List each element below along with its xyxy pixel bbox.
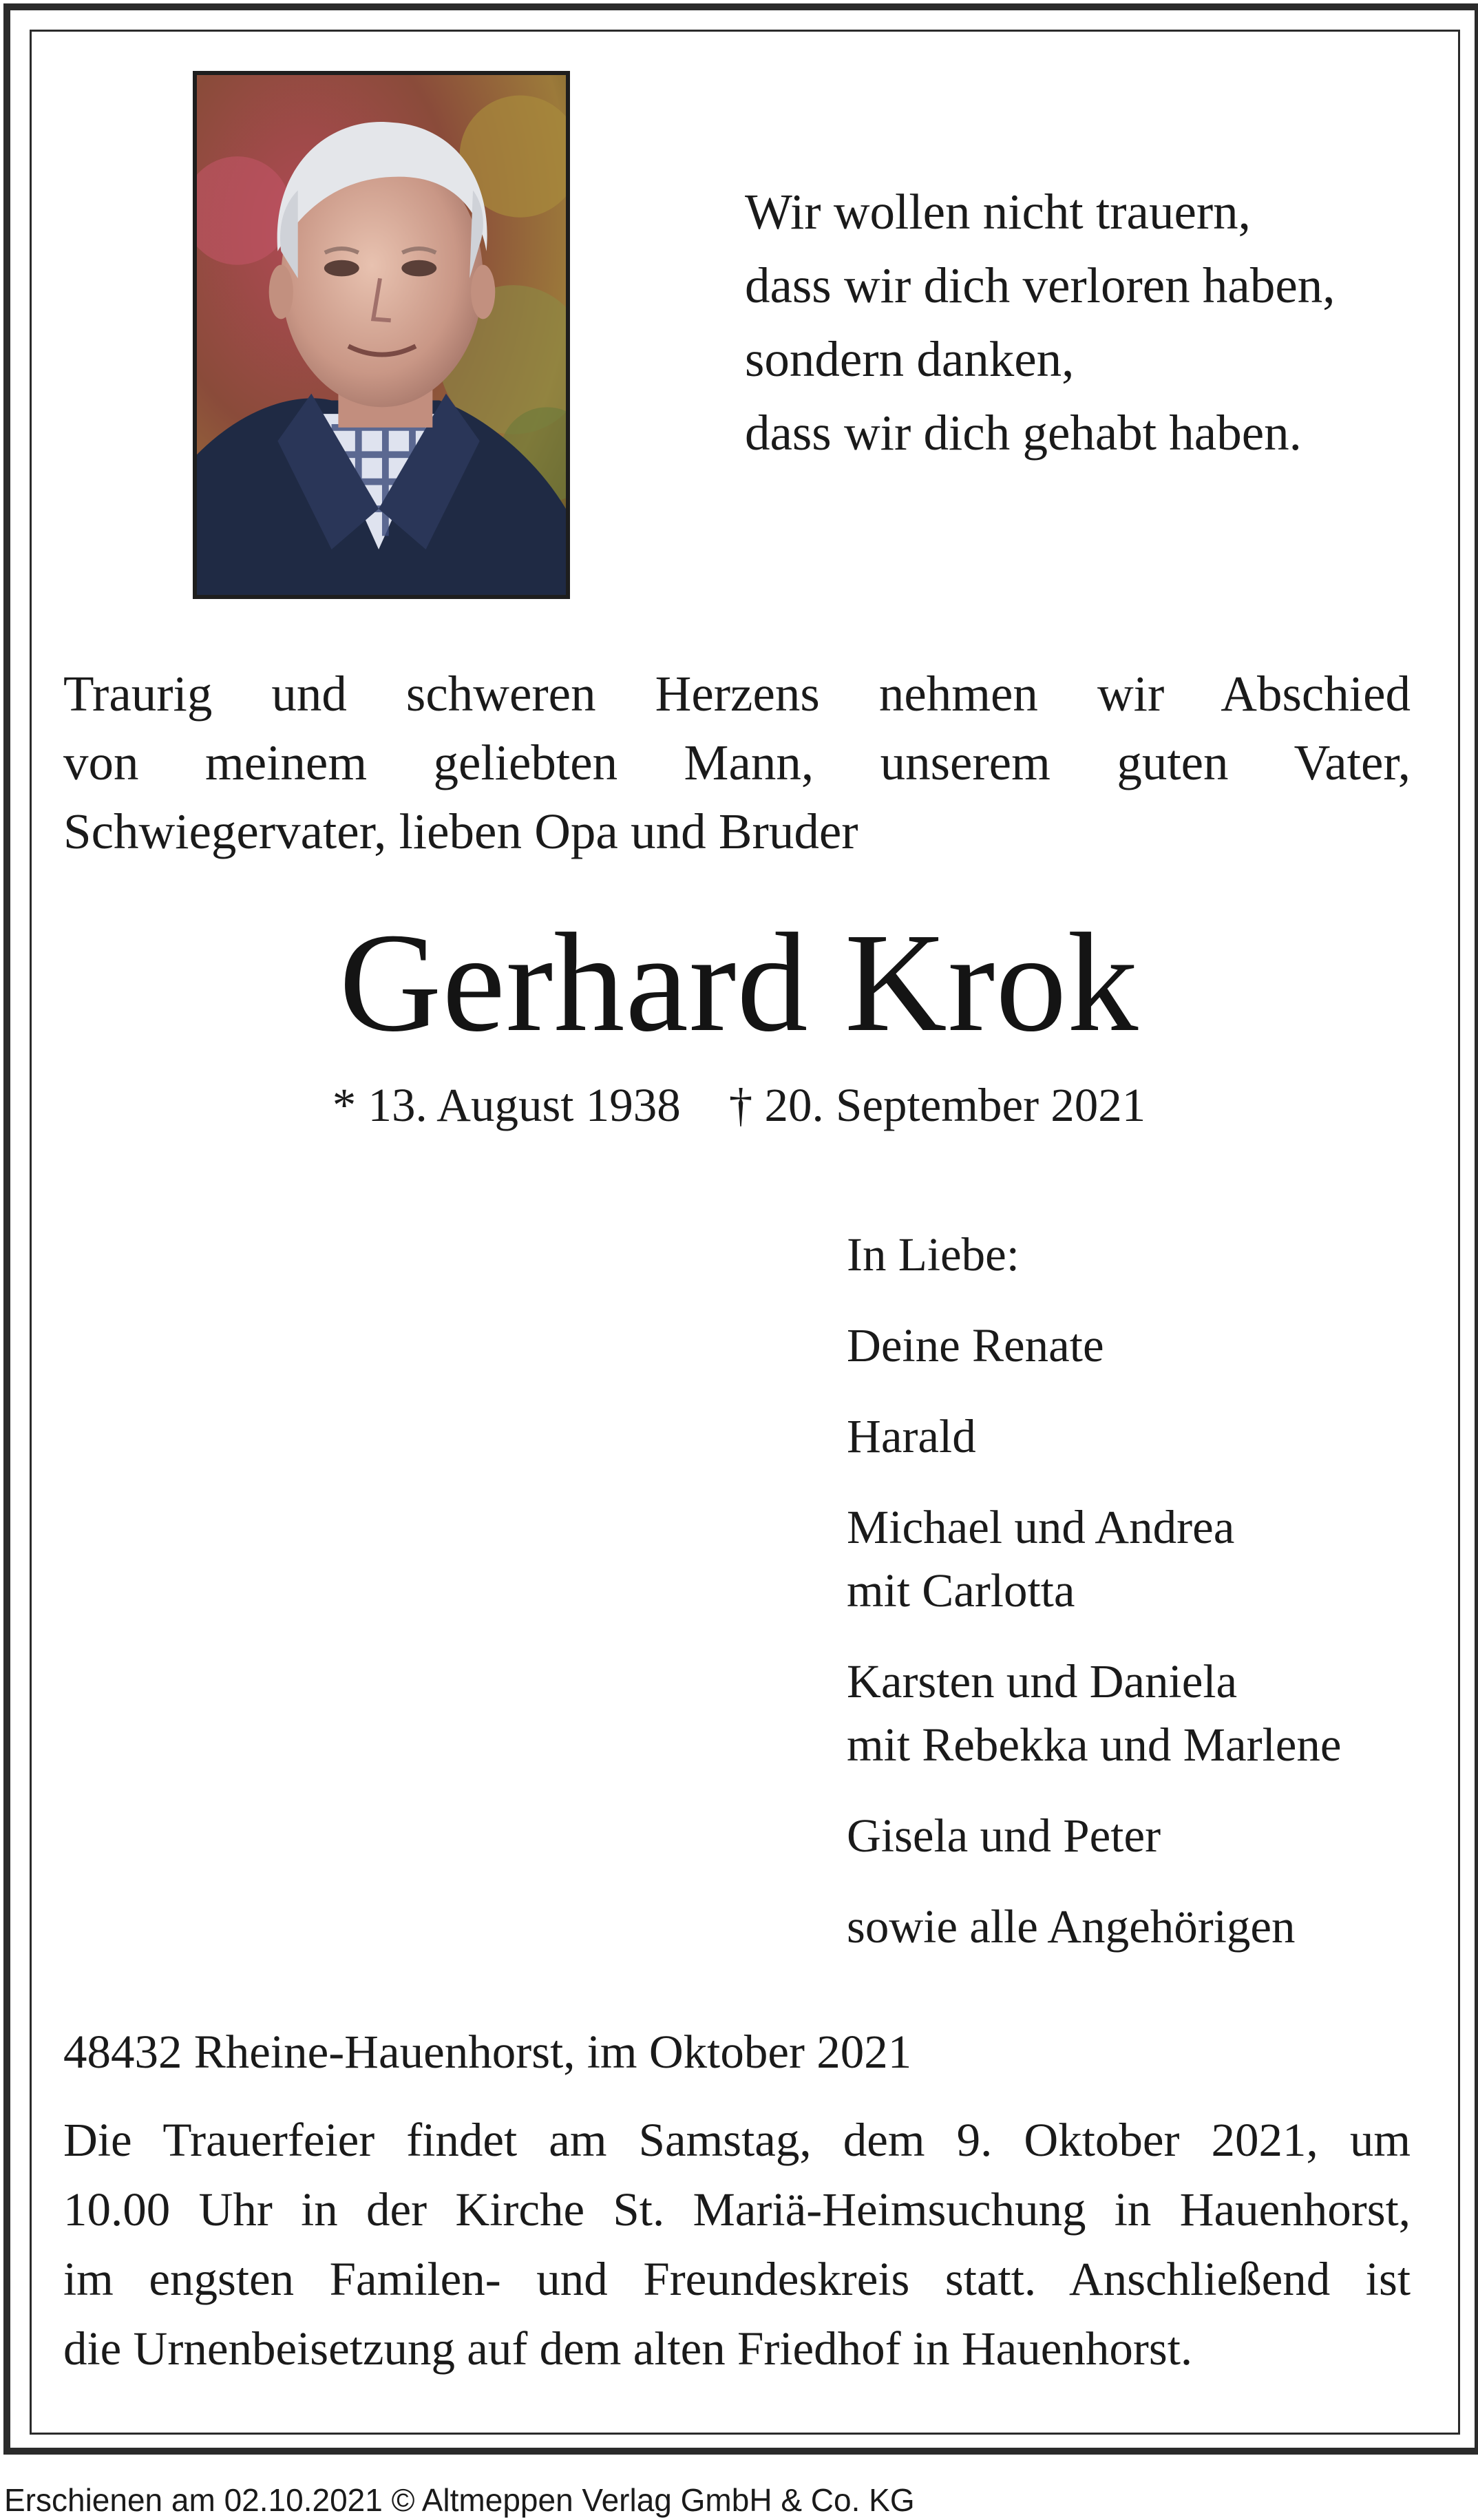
mourner-group [847,1405,1342,1468]
deceased-name: Gerhard Krok [339,903,1139,1061]
life-dates [0,1074,1478,1136]
farewell-text [63,660,1411,866]
farewell-line: Traurig und schweren Herzens nehmen wir Abschied [63,666,1411,722]
mourner-name: Deine Renate [847,1319,1104,1372]
mourner-name: sowie alle Angehörigen [847,1900,1296,1953]
mourners-heading: In Liebe: [847,1228,1020,1281]
mourner-name: Harald [847,1410,976,1462]
ceremony-line: die Urnenbeisetzung auf dem alten Friedhof in Hauenhorst. [63,2322,1193,2375]
mourner-group [847,1650,1342,1776]
place-and-date: 48432 Rheine-Hauenhorst, im Oktober 2021 [63,2026,912,2078]
ceremony-info [63,2106,1411,2384]
mourner-name: Gisela und Peter [847,1809,1161,1862]
mourner-name: mit Rebekka und Marlene [847,1719,1342,1771]
portrait-photo [193,71,570,599]
publication-footer: Erschienen am 02.10.2021 © Altmeppen Verlag GmbH & Co. KG [4,2482,915,2518]
mourner-group [847,1495,1342,1622]
birth-date: * 13. August 1938 [332,1079,681,1131]
ceremony-line: Die Trauerfeier findet am Samstag, dem 9. Oktober 2021, um [63,2114,1411,2166]
mourner-group [847,1895,1342,1958]
mourner-name: Karsten und Daniela [847,1655,1238,1708]
ceremony-line: 10.00 Uhr in der Kirche St. Mariä-Heimsuchung in Hauenhorst, [63,2183,1411,2236]
memorial-poem [745,175,1335,470]
ceremony-line: im engsten Familen- und Freundeskreis statt. Anschließend ist [63,2253,1411,2305]
mourner-group [847,1804,1342,1867]
poem-line: Wir wollen nicht trauern, [745,184,1251,240]
poem-line: dass wir dich gehabt haben. [745,405,1302,461]
poem-line: dass wir dich verloren haben, [745,258,1336,313]
mourner-name: Michael und Andrea [847,1501,1235,1553]
poem-line: sondern danken, [745,331,1075,387]
farewell-line: Schwiegervater, lieben Opa und Bruder [63,804,858,859]
death-date: † 20. September 2021 [728,1079,1146,1131]
farewell-line: von meinem geliebten Mann, unserem guten Vater, [63,735,1411,790]
mourner-group [847,1314,1342,1377]
mourner-name: mit Carlotta [847,1564,1075,1617]
mourners-list [847,1223,1342,1986]
